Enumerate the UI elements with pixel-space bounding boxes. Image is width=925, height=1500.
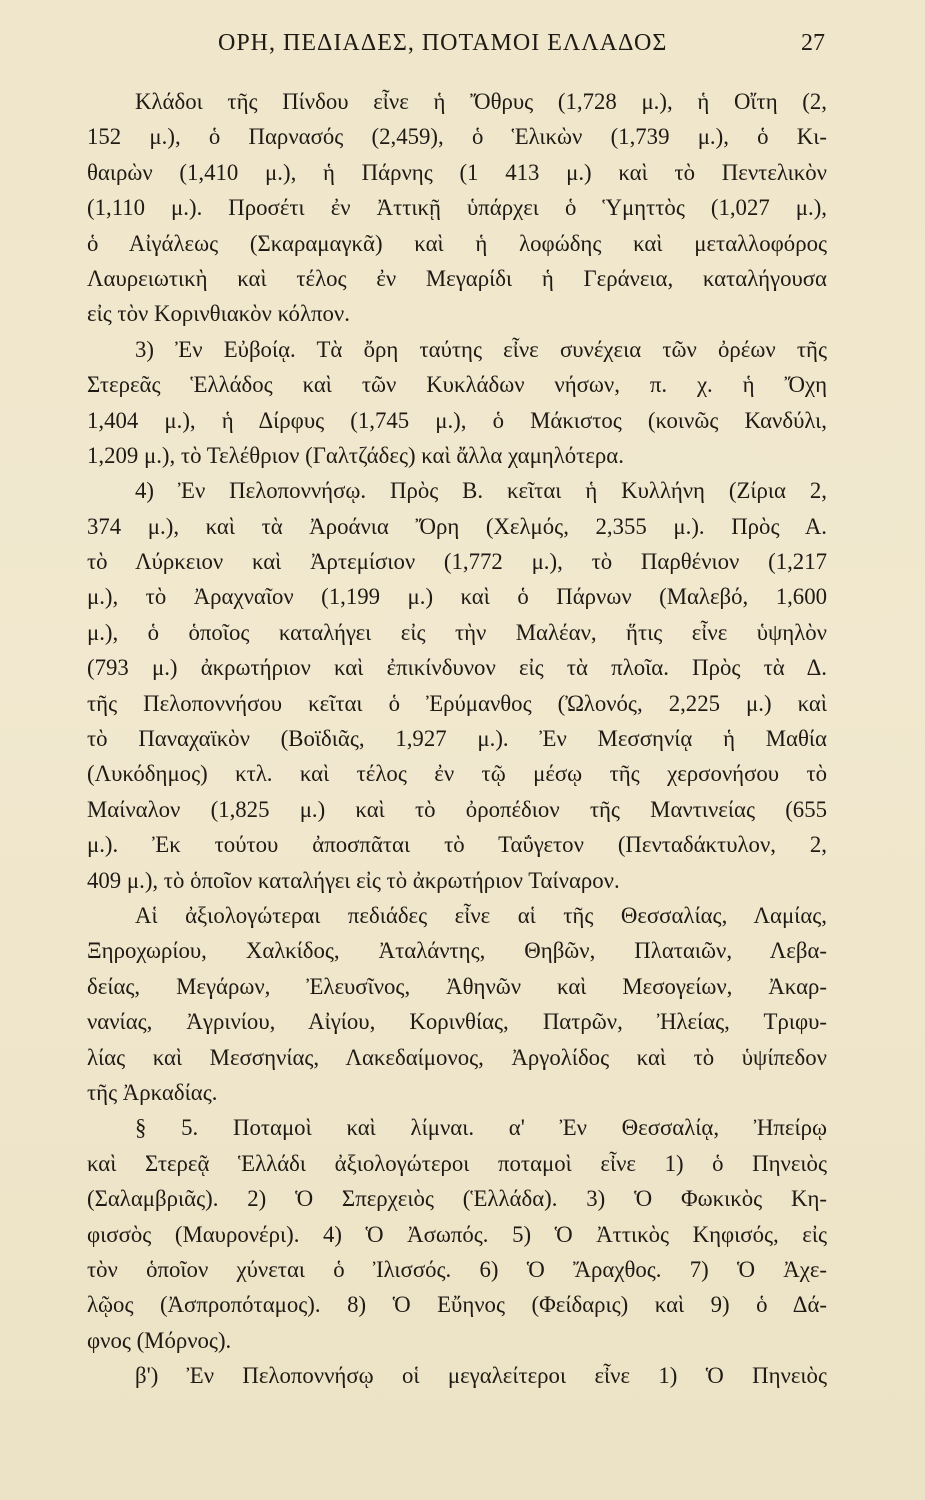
text-line: 374 μ.), καὶ τὰ Ἀροάνια Ὄρη (Χελμός, 2,355 μ.). Πρὸς Α. (87, 513, 827, 539)
text-line: 4) Ἐν Πελοποννήσῳ. Πρὸς Β. κεῖται ἡ Κυλλήνη (Ζίρια 2, (135, 478, 827, 504)
text-line: Ξηροχωρίου, Χαλκίδος, Ἀταλάντης, Θηβῶν, Πλαταιῶν, Λεβα- (87, 938, 827, 964)
text-line: Λαυρειωτικὴ καὶ τέλος ἐν Μεγαρίδι ἡ Γεράνεια, καταλήγουσα (87, 265, 827, 291)
text-line: τῆς Ἀρκαδίας. (87, 1079, 218, 1105)
page-number: 27 (801, 30, 825, 56)
text-line: ὁ Αἰγάλεως (Σκαραμαγκᾶ) καὶ ἡ λοφώδης καὶ μεταλλοφόρος (87, 230, 827, 256)
text-line: μ.). Ἐκ τούτου ἀποσπᾶται τὸ Ταΰγετον (Πενταδάκτυλον, 2, (87, 832, 827, 858)
text-line: 1,209 μ.), τὸ Τελέθριον (Γαλτζάδες) καὶ ἄλλα χαμηλότερα. (87, 442, 624, 468)
text-line: μ.), ὁ ὁποῖος καταλήγει εἰς τὴν Μαλέαν, ἥτις εἶνε ὑψηλὸν (87, 619, 827, 645)
text-line: (Σαλαμβριᾶς). 2) Ὁ Σπερχειὸς (Ἑλλάδα). 3) Ὁ Φωκικὸς Κη- (87, 1186, 827, 1212)
page-header (118, 30, 825, 64)
text-line: τὸν ὁποῖον χύνεται ὁ Ἰλισσός. 6) Ὁ Ἄραχθος. 7) Ὁ Ἀχε- (87, 1256, 827, 1282)
text-line: Κλάδοι τῆς Πίνδου εἶνε ἡ Ὄθρυς (1,728 μ.), ἡ Οἴτη (2, (135, 89, 827, 114)
text-line: δείας, Μεγάρων, Ἐλευσῖνος, Ἀθηνῶν καὶ Μεσογείων, Ἀκαρ- (87, 973, 827, 999)
text-line: (793 μ.) ἀκρωτήριον καὶ ἐπικίνδυνον εἰς τὰ πλοῖα. Πρὸς τὰ Δ. (87, 655, 827, 681)
text-line: β') Ἐν Πελοποννήσῳ οἱ μεγαλείτεροι εἶνε 1) Ὁ Πηνειὸς (135, 1363, 827, 1389)
text-line: (1,110 μ.). Προσέτι ἐν Ἀττικῇ ὑπάρχει ὁ Ὑμηττὸς (1,027 μ.), (87, 195, 827, 221)
text-line: νανίας, Ἀγρινίου, Αἰγίου, Κορινθίας, Πατρῶν, Ἠλείας, Τριφυ- (87, 1009, 827, 1035)
running-head: ΟΡΗ, ΠΕΔΙΑΔΕΣ, ΠΟΤΑΜΟΙ ΕΛΛΑΔΟΣ (218, 30, 668, 56)
text-line: Αἱ ἀξιολογώτεραι πεδιάδες εἶνε αἱ τῆς Θεσσαλίας, Λαμίας, (135, 902, 827, 928)
text-line: (Λυκόδημος) κτλ. καὶ τέλος ἐν τῷ μέσῳ τῆς χερσονήσου τὸ (87, 761, 827, 787)
text-line: 409 μ.), τὸ ὁποῖον καταλήγει εἰς τὸ ἀκρωτήριον Ταίναρον. (87, 867, 620, 893)
text-line: καὶ Στερεᾷ Ἑλλάδι ἀξιολογώτεροι ποταμοὶ εἶνε 1) ὁ Πηνειὸς (87, 1150, 827, 1176)
text-line: Μαίναλον (1,825 μ.) καὶ τὸ ὀροπέδιον τῆς Μαντινείας (655 (87, 796, 827, 822)
text-line: εἰς τὸν Κορινθιακὸν κόλπον. (87, 301, 350, 327)
text-line: φνος (Μόρνος). (87, 1327, 232, 1353)
text-line: τὸ Λύρκειον καὶ Ἀρτεμίσιον (1,772 μ.), τὸ Παρθένιον (1,217 (87, 549, 827, 575)
text-line: τῆς Πελοποννήσου κεῖται ὁ Ἐρύμανθος (Ὠλονός, 2,225 μ.) καὶ (87, 690, 827, 716)
text-line: λῷος (Ἀσπροπόταμος). 8) Ὁ Εὔηνος (Φείδαρις) καὶ 9) ὁ Δά- (87, 1292, 827, 1318)
body-text (87, 84, 827, 1393)
text-line: 3) Ἐν Εὐβοίᾳ. Τὰ ὄρη ταύτης εἶνε συνέχεια τῶν ὀρέων τῆς (135, 336, 827, 362)
text-line: 1,404 μ.), ἡ Δίρφυς (1,745 μ.), ὁ Μάκιστος (κοινῶς Κανδύλι, (87, 407, 827, 433)
text-line: 152 μ.), ὁ Παρνασός (2,459), ὁ Ἑλικὼν (1,739 μ.), ὁ Κι- (87, 124, 827, 150)
text-line: φισσὸς (Μαυρονέρι). 4) Ὁ Ἀσωπός. 5) Ὁ Ἀττικὸς Κηφισός, εἰς (87, 1221, 827, 1247)
section-heading-line: § 5. Ποταμοὶ καὶ λίμναι. α' Ἐν Θεσσαλίᾳ, Ἠπείρῳ (135, 1115, 827, 1141)
text-line: μ.), τὸ Ἀραχναῖον (1,199 μ.) καὶ ὁ Πάρνων (Μαλεβό, 1,600 (87, 584, 827, 610)
text-line: θαιρὼν (1,410 μ.), ἡ Πάρνης (1 413 μ.) καὶ τὸ Πεντελικὸν (87, 159, 827, 185)
text-line: λίας καὶ Μεσσηνίας, Λακεδαίμονος, Ἀργολίδος καὶ τὸ ὑψίπεδον (87, 1044, 827, 1070)
text-line: Στερεᾶς Ἑλλάδος καὶ τῶν Κυκλάδων νήσων, π. χ. ἡ Ὄχη (87, 372, 827, 398)
text-line: τὸ Παναχαϊκὸν (Βοϊδιᾶς, 1,927 μ.). Ἐν Μεσσηνίᾳ ἡ Μαθία (87, 726, 827, 752)
